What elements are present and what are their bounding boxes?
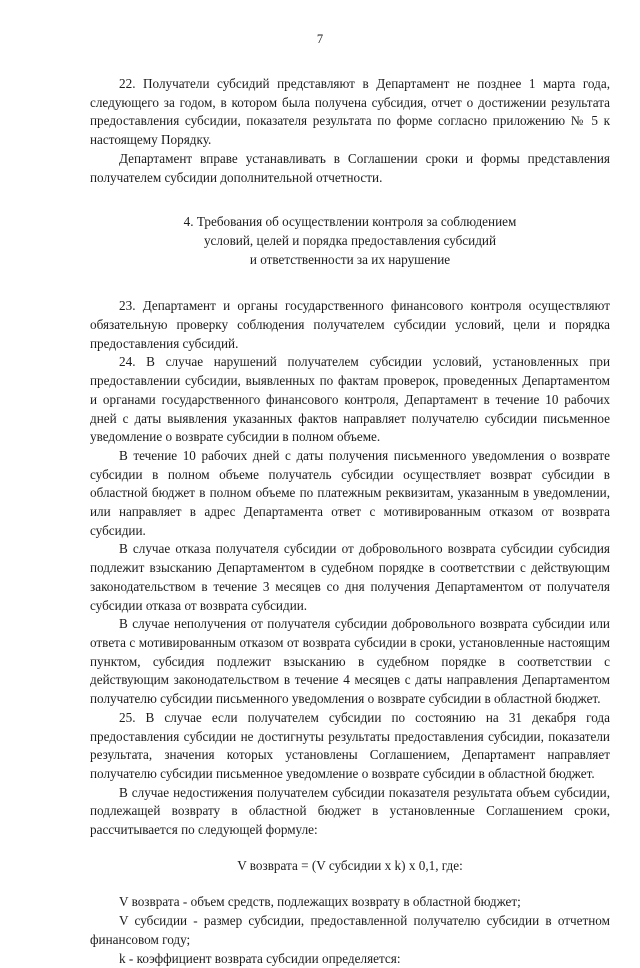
definition-k: k - коэффициент возврата субсидии определяется: [119,950,401,966]
paragraph-25: 25. В случае если получателем субсидии по состоянию на 31 декабря года предоставления субсидии не достигнуты результаты предоставления субсидии, показатели результата, значения которых установлены Соглашением, Департамент направляет получателю субсидии письменное уведомление о возврате субсидии в областной бюджет. [90,709,610,781]
paragraph-23: 23. Департамент и органы государственного финансового контроля осуществляют обязательную проверку соблюдения получателем субсидии условий, цели и порядка предоставления субсидий. [90,298,610,351]
return-formula: V возврата = (V субсидии x k) x 0,1, где: [237,857,463,873]
section-heading-line-1: 4. Требования об осуществлении контроля за соблюдением [183,214,517,230]
paragraph-formula-intro: В случае недостижения получателем субсидии показателя результата объем субсидии, подлежащей возврату в областной бюджет в установленные Соглашением сроки, рассчитывается по следующей формуле: [90,784,610,838]
paragraph-22: 22. Получатели субсидий представляют в Департамент не позднее 1 марта года, следующего за годом, в котором была получена субсидия, отчет о достижении результата предоставления субсидии, показателя результата по форме согласно приложению № 5 к настоящему Порядку. [90,76,610,148]
section-heading-line-3: и ответственности за их нарушение [249,251,451,267]
paragraph-return-within-10-days: В течение 10 рабочих дней с даты получения письменного уведомления о возврате субсидии в полном объеме получатель субсидии осуществляет возврат субсидии в областной бюджет в полном объеме по платежным реквизитам, указанным в уведомлении, или направляет в адрес Департамента ответ с мотивированным отказом от возврата субсидии. [90,447,610,538]
page-number: 7 [316,32,324,46]
section-heading-line-2: условий, целей и порядка предоставления субсидий [203,232,497,248]
document-body [90,75,610,968]
paragraph-24: 24. В случае нарушений получателем субсидии условий, установленных при предоставлении субсидии, выявленных по фактам проверок, проведенных Департаментом и органами государственного финансового контроля, Департамент в течение 10 рабочих дней с даты выявления указанных фактов направляет получателю субсидии письменное уведомление о возврате субсидии в полном объеме. [90,354,610,445]
definition-v-return: V возврата - объем средств, подлежащих возврату в областной бюджет; [119,894,521,910]
paragraph-additional-reporting: Департамент вправе устанавливать в Соглашении сроки и формы представления получателем субсидии дополнительной отчетности. [90,150,610,185]
paragraph-no-response-case: В случае неполучения от получателя субсидии добровольного возврата субсидии или ответа с мотивированным отказом от возврата субсидии в сроки, установленные настоящим пунктом, субсидия подлежит взысканию в судебном порядке в соответствии с действующим законодательством в течение 4 месяцев с даты направления Департаментом получателю субсидии письменного уведомления о возврате субсидии в областной бюджет. [90,616,610,707]
section-heading [90,213,610,269]
definition-v-subsidy: V субсидии - размер субсидии, предоставленной получателю субсидии в отчетном финансовом году; [90,913,610,947]
paragraph-refusal-case: В случае отказа получателя субсидии от добровольного возврата субсидии субсидия подлежит взысканию Департаментом в судебном порядке в соответствии с действующим законодательством в течение 3 месяцев со дня получения Департаментом от получателя субсидии отказа от возврата субсидии. [90,541,610,613]
